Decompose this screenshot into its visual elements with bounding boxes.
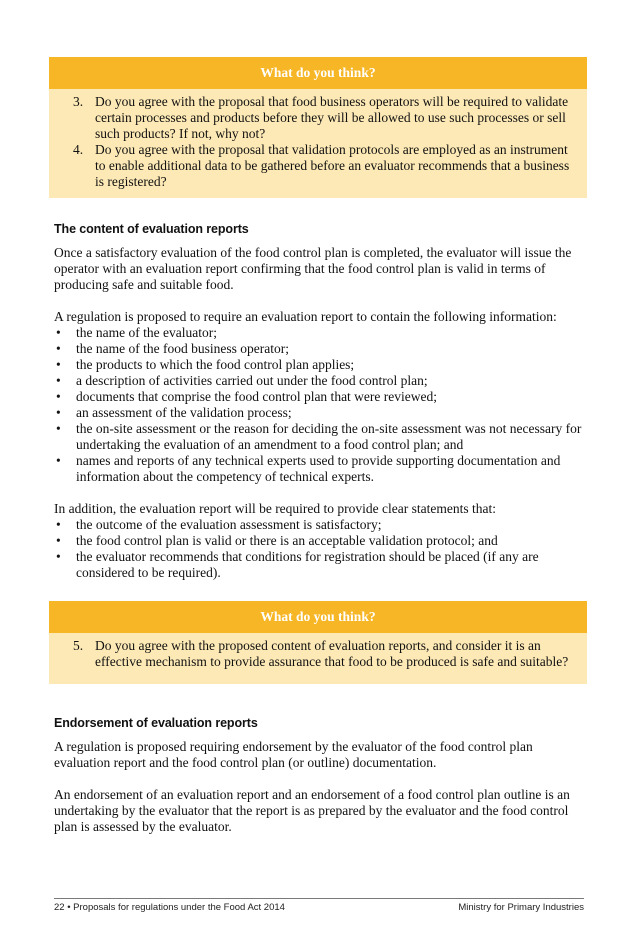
bullet-icon: • <box>56 453 61 468</box>
paragraph: Once a satisfactory evaluation of the food control plan is completed, the evaluator will issue the operator with an evaluation report confirming that the food control plan is valid in terms of producing safe and suitable food. <box>54 245 572 292</box>
list-item: • the outcome of the evaluation assessment is satisfactory; <box>56 517 382 532</box>
list-item: • the name of the evaluator; <box>56 325 217 340</box>
callout-body <box>49 633 587 684</box>
question-item <box>73 638 575 670</box>
paragraph: A regulation is proposed requiring endorsement by the evaluator of the food control plan evaluation report and the food control plan (or outline) documentation. <box>54 739 533 770</box>
paragraph: In addition, the evaluation report will be required to provide clear statements that: <box>54 501 496 516</box>
callout-title: What do you think? <box>49 57 587 89</box>
section-heading-content-of-evaluation-reports: The content of evaluation reports <box>54 222 249 236</box>
question-text: Do you agree with the proposal that validation protocols are employed as an instrument to enable additional data to be gathered before an evaluator recommends that a business is registered? <box>95 142 570 189</box>
question-item <box>73 142 575 190</box>
list-item: • an assessment of the validation process; <box>56 405 292 420</box>
callout-body <box>49 89 587 198</box>
bullet-icon: • <box>56 533 61 548</box>
bullet-icon: • <box>56 373 61 388</box>
list-item: • the evaluator recommends that conditions for registration should be placed (if any are considered to be required). <box>56 549 539 580</box>
section-heading-endorsement-of-evaluation-reports: Endorsement of evaluation reports <box>54 716 258 730</box>
question-text: Do you agree with the proposed content of evaluation reports, and consider it is an effective mechanism to provide assurance that food to be produced is safe and suitable? <box>95 638 569 669</box>
list-item: • names and reports of any technical experts used to provide supporting documentation and information about the competency of technical experts. <box>56 453 561 484</box>
bullet-list-report-statements <box>54 517 584 581</box>
question-text: Do you agree with the proposal that food business operators will be required to validate certain processes and products before they will be allowed to use such processes or sell such products? If not, why not? <box>95 94 569 141</box>
question-number: 4. <box>73 142 84 157</box>
question-number: 3. <box>73 94 84 109</box>
list-item: • the on-site assessment or the reason for deciding the on-site assessment was not necessary for undertaking the evaluation of an amendment to a food control plan; and <box>56 421 582 452</box>
bullet-list-report-contents <box>54 325 584 485</box>
list-item: • the name of the food business operator; <box>56 341 289 356</box>
callout-title: What do you think? <box>49 601 587 633</box>
bullet-icon: • <box>56 341 61 356</box>
list-item: • the food control plan is valid or there is an acceptable validation protocol; and <box>56 533 498 548</box>
bullet-icon: • <box>56 357 61 372</box>
bullet-icon: • <box>56 389 61 404</box>
footer-publisher: Ministry for Primary Industries <box>458 902 584 913</box>
what-do-you-think-callout-1 <box>49 57 587 198</box>
list-item: • the products to which the food control plan applies; <box>56 357 355 372</box>
paragraph: An endorsement of an evaluation report and an endorsement of a food control plan outline is an undertaking by the evaluator that the report is as prepared by the evaluator and the food control plan is assessed by the evaluator. <box>54 787 570 834</box>
what-do-you-think-callout-2 <box>49 601 587 684</box>
bullet-icon: • <box>56 549 61 564</box>
bullet-icon: • <box>56 405 61 420</box>
footer-page-info: 22 • Proposals for regulations under the Food Act 2014 <box>54 902 285 913</box>
bullet-icon: • <box>56 421 61 436</box>
bullet-icon: • <box>56 517 61 532</box>
paragraph: A regulation is proposed to require an evaluation report to contain the following information: <box>54 309 557 324</box>
list-item: • documents that comprise the food control plan that were reviewed; <box>56 389 438 404</box>
footer-divider <box>54 898 584 899</box>
list-item: • a description of activities carried out under the food control plan; <box>56 373 428 388</box>
question-number: 5. <box>73 638 84 653</box>
question-item <box>73 94 575 142</box>
bullet-icon: • <box>56 325 61 340</box>
